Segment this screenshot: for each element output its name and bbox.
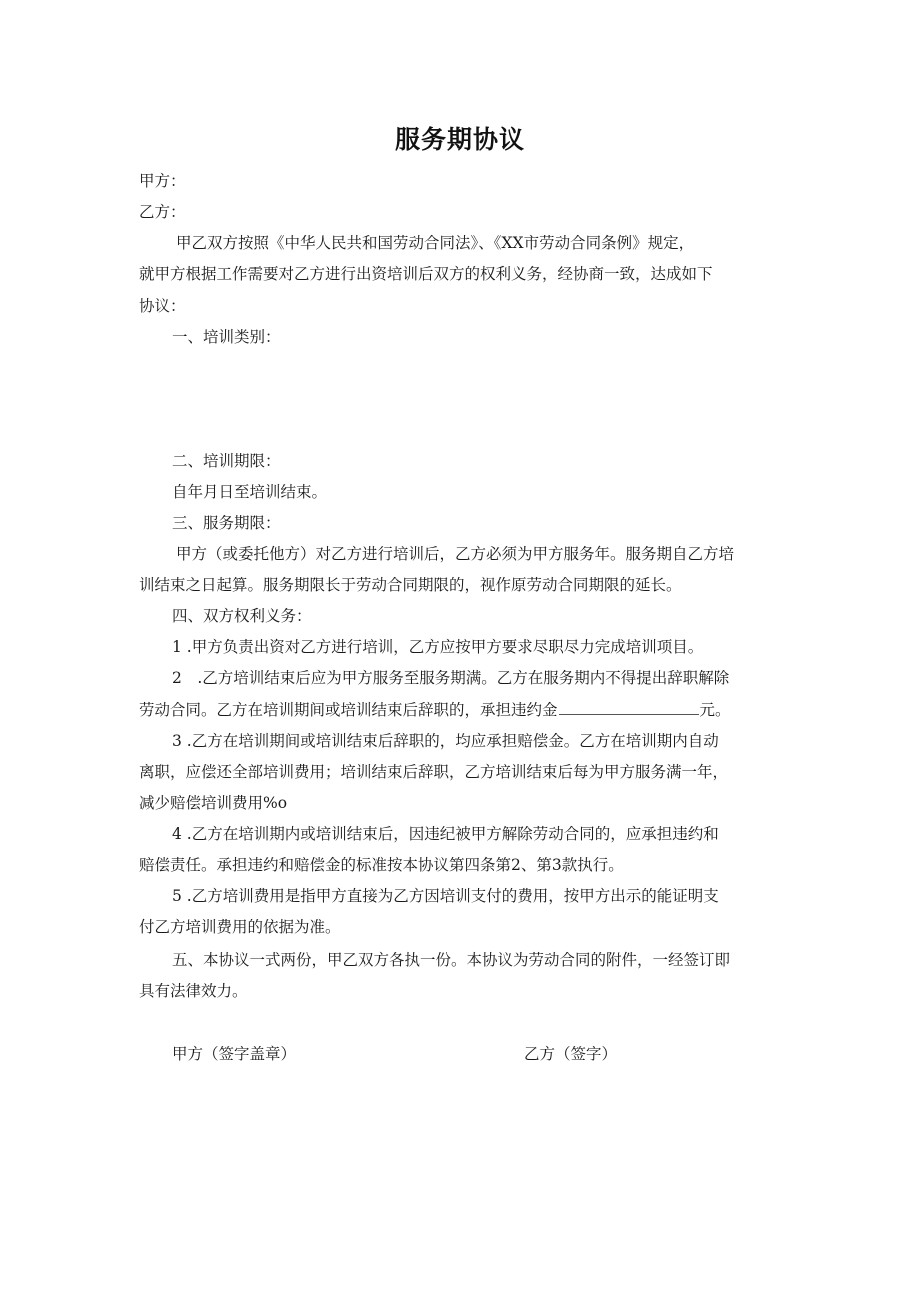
penalty-amount-blank[interactable] [559, 700, 699, 715]
item-3-line-1: 3 .乙方在培训期间或培训结束后辞职的，均应承担赔偿金。乙方在培训期内自动 [172, 732, 719, 750]
item-3-line-2: 离职，应偿还全部培训费用；培训结束后辞职，乙方培训结束后每为甲方服务满一年， [139, 763, 729, 781]
item-5-line-2: 付乙方培训费用的依据为准。 [139, 918, 341, 936]
item-5-line-1: 5 .乙方培训费用是指甲方直接为乙方因培训支付的费用，按甲方出示的能证明支 [172, 887, 719, 905]
item-2-text: 劳动合同。乙方在培训期间或培训结束后辞职的，承担违约金 [139, 701, 558, 719]
item-4-line-2: 赔偿责任。承担违约和赔偿金的标准按本协议第四条第2、第3款执行。 [139, 856, 624, 874]
section-2-text: 自年月日至培训结束。 [172, 483, 328, 501]
section-2-heading: 二、培训期限： [172, 452, 281, 470]
party-b-signature: 乙方（签字） [524, 1045, 618, 1063]
section-4-heading: 四、双方权利义务： [172, 607, 312, 625]
section-3-line-1: 甲方（或委托他方）对乙方进行培训后，乙方必须为甲方服务年。服务期自乙方培 [176, 545, 735, 563]
section-5-line-2: 具有法律效力。 [139, 982, 248, 1000]
section-5-line-1: 五、本协议一式两份，甲乙双方各执一份。本协议为劳动合同的附件，一经签订即 [172, 951, 731, 969]
party-b-label: 乙方： [139, 203, 186, 221]
section-3-line-2: 训结束之日起算。服务期限长于劳动合同期限的，视作原劳动合同期限的延长。 [139, 576, 682, 594]
intro-line-2: 就甲方根据工作需要对乙方进行出资培训后双方的权利义务，经协商一致，达成如下 [139, 265, 713, 283]
section-1-heading: 一、培训类别： [172, 328, 281, 346]
intro-line-1: 甲乙双方按照《中华人民共和国劳动合同法》、《XX市劳动合同条例》规定， [176, 234, 695, 252]
section-3-heading: 三、服务期限： [172, 514, 281, 532]
item-3-line-3: 减少赔偿培训费用%o [139, 794, 288, 812]
document-title: 服务期协议 [394, 125, 525, 154]
item-2-line-1: 2 .乙方培训结束后应为甲方服务至服务期满。乙方在服务期内不得提出辞职解除 [172, 669, 730, 687]
item-2-line-2 [139, 700, 731, 720]
intro-line-3: 协议： [139, 297, 186, 315]
item-1: 1 .甲方负责出资对乙方进行培训，乙方应按甲方要求尽职尽力完成培训项目。 [172, 638, 704, 656]
party-a-label: 甲方： [139, 172, 186, 190]
item-2-unit: 元。 [699, 701, 731, 719]
party-a-signature: 甲方（签字盖章） [172, 1045, 297, 1063]
item-4-line-1: 4 .乙方在培训期内或培训结束后，因违纪被甲方解除劳动合同的，应承担违约和 [172, 825, 719, 843]
